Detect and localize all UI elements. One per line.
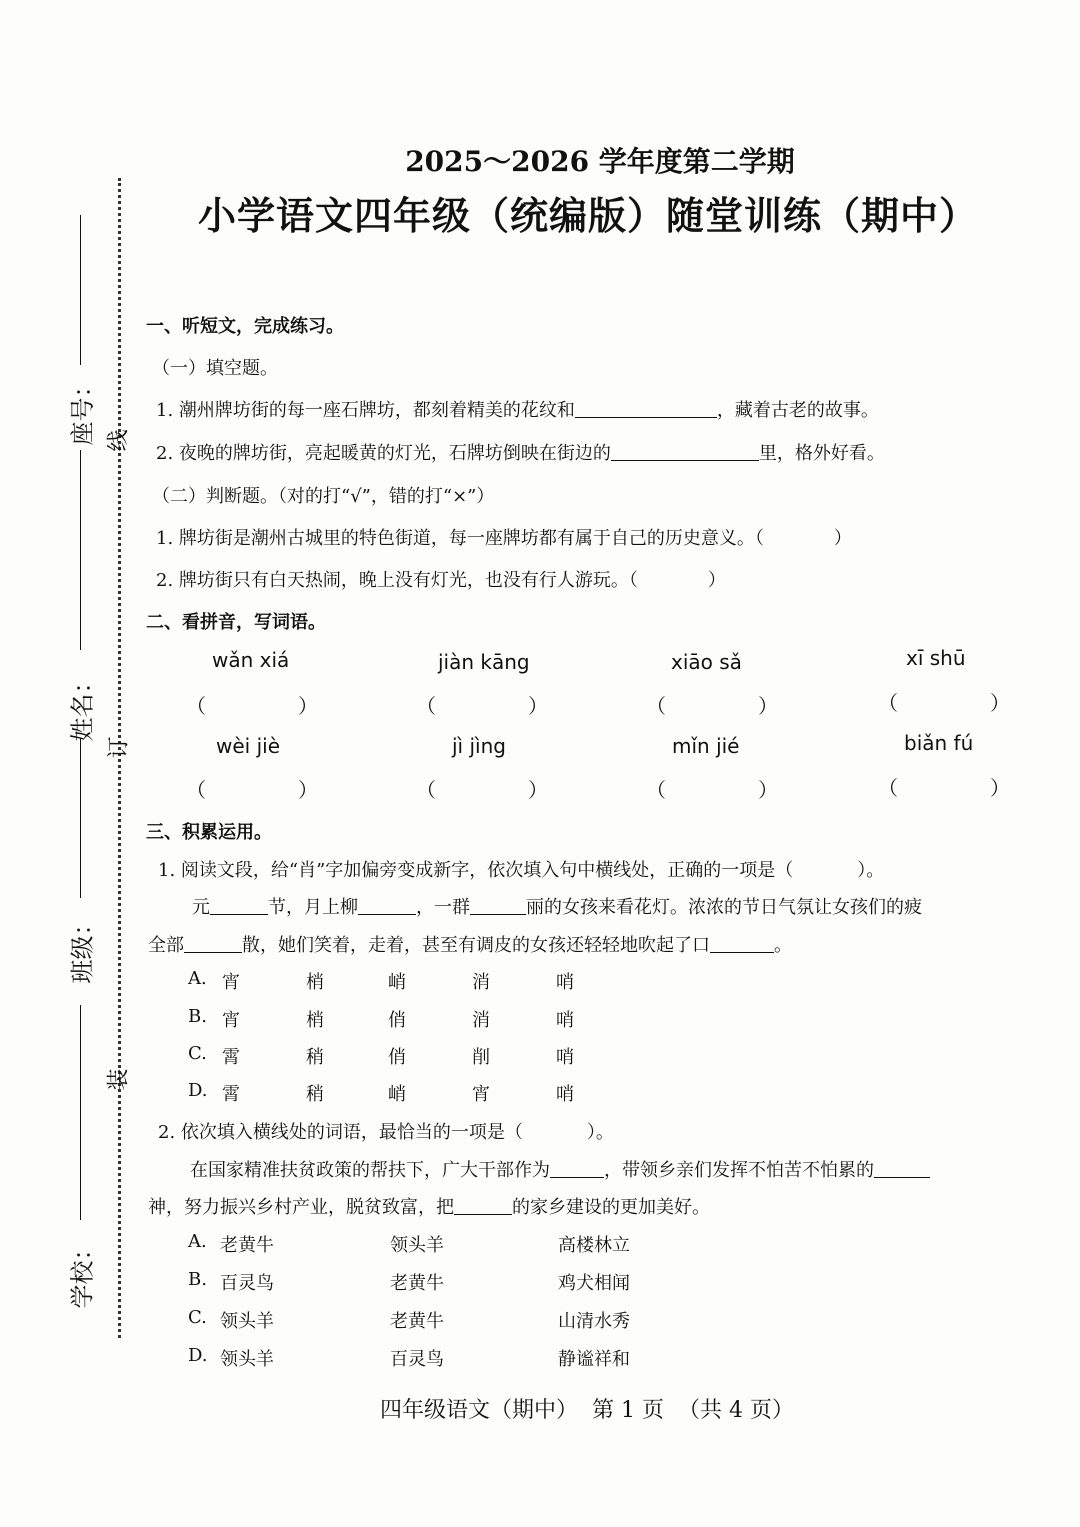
option-text: 霄 [222, 1047, 240, 1068]
answer-blank[interactable] [611, 442, 759, 461]
option-text: 哨 [556, 1047, 574, 1068]
option-text: 稍 [306, 1084, 324, 1105]
answer-blank [358, 896, 416, 915]
class-line [80, 738, 81, 898]
school-label: 学校： [68, 1236, 97, 1309]
pinyin-1: wǎn xiá [212, 648, 290, 672]
answer-box[interactable]: （ ） [878, 691, 1010, 715]
q2-option-d[interactable] [188, 1345, 630, 1370]
option-text: 鸡犬相闻 [558, 1273, 630, 1294]
answer-blank [210, 896, 268, 915]
answer-box[interactable]: （ ） [878, 776, 1010, 800]
option-text: 领头羊 [220, 1311, 274, 1332]
q1-option-b[interactable] [188, 1006, 574, 1031]
answer-blank [454, 1196, 512, 1215]
seat-number-label: 座号： [68, 373, 97, 446]
pinyin-8: biǎn fú [904, 731, 974, 755]
pinyin-3: xiāo sǎ [671, 650, 742, 674]
option-text: 百灵鸟 [220, 1273, 274, 1294]
pinyin-5: wèi jiè [216, 734, 280, 758]
q2-option-a[interactable] [188, 1231, 630, 1256]
choice-question-2: 2. 依次填入横线处的词语，最恰当的一项是（ ）。 [158, 1122, 614, 1143]
option-text: 领头羊 [220, 1349, 274, 1370]
option-text: 老黄牛 [390, 1311, 444, 1332]
name-label: 姓名： [68, 669, 97, 742]
binding-char-zhuang: 装 [106, 1068, 132, 1091]
q1-option-c[interactable] [188, 1043, 574, 1068]
option-text: 高楼林立 [558, 1235, 630, 1256]
option-text: 俏 [388, 1010, 406, 1031]
pinyin-7: mǐn jié [672, 734, 740, 758]
option-text: D. [188, 1080, 208, 1101]
part2-heading: （二）判断题。（对的打“√”，错的打“×”） [152, 486, 495, 507]
option-text: 梢 [306, 972, 324, 993]
option-text: 哨 [556, 972, 574, 993]
option-text: 俏 [388, 1047, 406, 1068]
seat-number-line [80, 215, 81, 365]
option-text: 哨 [556, 1084, 574, 1105]
class-label: 班级： [68, 911, 97, 984]
option-text: 宵 [222, 1010, 240, 1031]
answer-box[interactable]: （ ） [186, 694, 318, 718]
judge-question-2: 2. 牌坊街只有白天热闹，晚上没有灯光，也没有行人游玩。（ ） [156, 570, 726, 591]
school-line [80, 1005, 81, 1220]
binding-char-xian: 线 [106, 429, 132, 452]
option-text: 削 [472, 1047, 490, 1068]
section1-heading: 一、听短文，完成练习。 [146, 316, 344, 337]
q2-option-b[interactable] [188, 1269, 630, 1294]
page-footer: 四年级语文（期中） 第 1 页 （共 4 页） [380, 1398, 794, 1423]
option-text: 百灵鸟 [390, 1349, 444, 1370]
q2-passage-line-1: 在国家精准扶贫政策的帮扶下，广大干部作为 ，带领乡亲们发挥不怕苦不怕累的 [190, 1156, 930, 1182]
option-text: 哨 [556, 1010, 574, 1031]
option-text: 老黄牛 [390, 1273, 444, 1294]
name-line [80, 450, 81, 650]
q1-passage-line-1: 元 节，月上柳 ，一群 丽的女孩来看花灯。浓浓的节日气氛让女孩们的疲 [192, 897, 922, 918]
option-text: A. [188, 1231, 207, 1252]
option-text: 霄 [222, 1084, 240, 1105]
option-text: B. [188, 1006, 207, 1027]
option-text: 稍 [306, 1047, 324, 1068]
answer-blank [874, 1159, 930, 1178]
q1-option-d[interactable] [188, 1080, 574, 1105]
option-text: B. [188, 1269, 207, 1290]
answer-box[interactable]: （ ） [186, 778, 318, 802]
choice-question-1: 1. 阅读文段，给“肖”字加偏旁变成新字，依次填入句中横线处，正确的一项是（ ）。 [158, 860, 885, 881]
judge-question-1: 1. 牌坊街是潮州古城里的特色街道，每一座牌坊都有属于自己的历史意义。（ ） [156, 528, 852, 549]
fill-question-1: 1. 潮州牌坊街的每一座石牌坊，都刻着精美的花纹和 ，藏着古老的故事。 [156, 400, 879, 421]
option-text: 峭 [388, 1084, 406, 1105]
q1-option-a[interactable] [188, 968, 574, 993]
page-title: 小学语文四年级（统编版）随堂训练（期中） [198, 193, 979, 238]
option-text: C. [188, 1043, 207, 1064]
option-text: 领头羊 [390, 1235, 444, 1256]
section2-heading: 二、看拼音，写词语。 [146, 612, 326, 633]
answer-box[interactable]: （ ） [646, 694, 778, 718]
option-text: 老黄牛 [220, 1235, 274, 1256]
option-text: 消 [472, 1010, 490, 1031]
option-text: 梢 [306, 1010, 324, 1031]
q2-passage-line-2: 神，努力振兴乡村产业，脱贫致富，把 的家乡建设的更加美好。 [148, 1197, 710, 1218]
q1-passage-line-2: 全部 散，她们笑着，走着，甚至有调皮的女孩还轻轻地吹起了口 。 [148, 935, 792, 956]
option-text: 静谧祥和 [558, 1349, 630, 1370]
term-heading: 2025～2026 学年度第二学期 [405, 145, 795, 178]
option-text: D. [188, 1345, 208, 1366]
pinyin-4: xī shū [906, 646, 966, 670]
part1-heading: （一）填空题。 [152, 358, 278, 379]
option-text: C. [188, 1307, 207, 1328]
option-text: 山清水秀 [558, 1311, 630, 1332]
section3-heading: 三、积累运用。 [146, 822, 272, 843]
option-text: 峭 [388, 972, 406, 993]
pinyin-6: jì jìng [452, 734, 506, 758]
binding-char-ding: 订 [106, 736, 132, 759]
answer-box[interactable]: （ ） [646, 778, 778, 802]
answer-blank[interactable] [575, 399, 717, 418]
option-text: 宵 [472, 1084, 490, 1105]
answer-box[interactable]: （ ） [416, 778, 548, 802]
option-text: A. [188, 968, 207, 989]
answer-blank [470, 896, 526, 915]
answer-blank [550, 1159, 604, 1178]
fill-question-2: 2. 夜晚的牌坊街，亮起暖黄的灯光，石牌坊倒映在街边的 里，格外好看。 [156, 443, 885, 464]
pinyin-2: jiàn kāng [438, 650, 530, 674]
answer-blank [184, 934, 242, 953]
answer-blank [710, 934, 774, 953]
answer-box[interactable]: （ ） [416, 694, 548, 718]
option-text: 宵 [222, 972, 240, 993]
q2-option-c[interactable] [188, 1307, 630, 1332]
option-text: 消 [472, 972, 490, 993]
